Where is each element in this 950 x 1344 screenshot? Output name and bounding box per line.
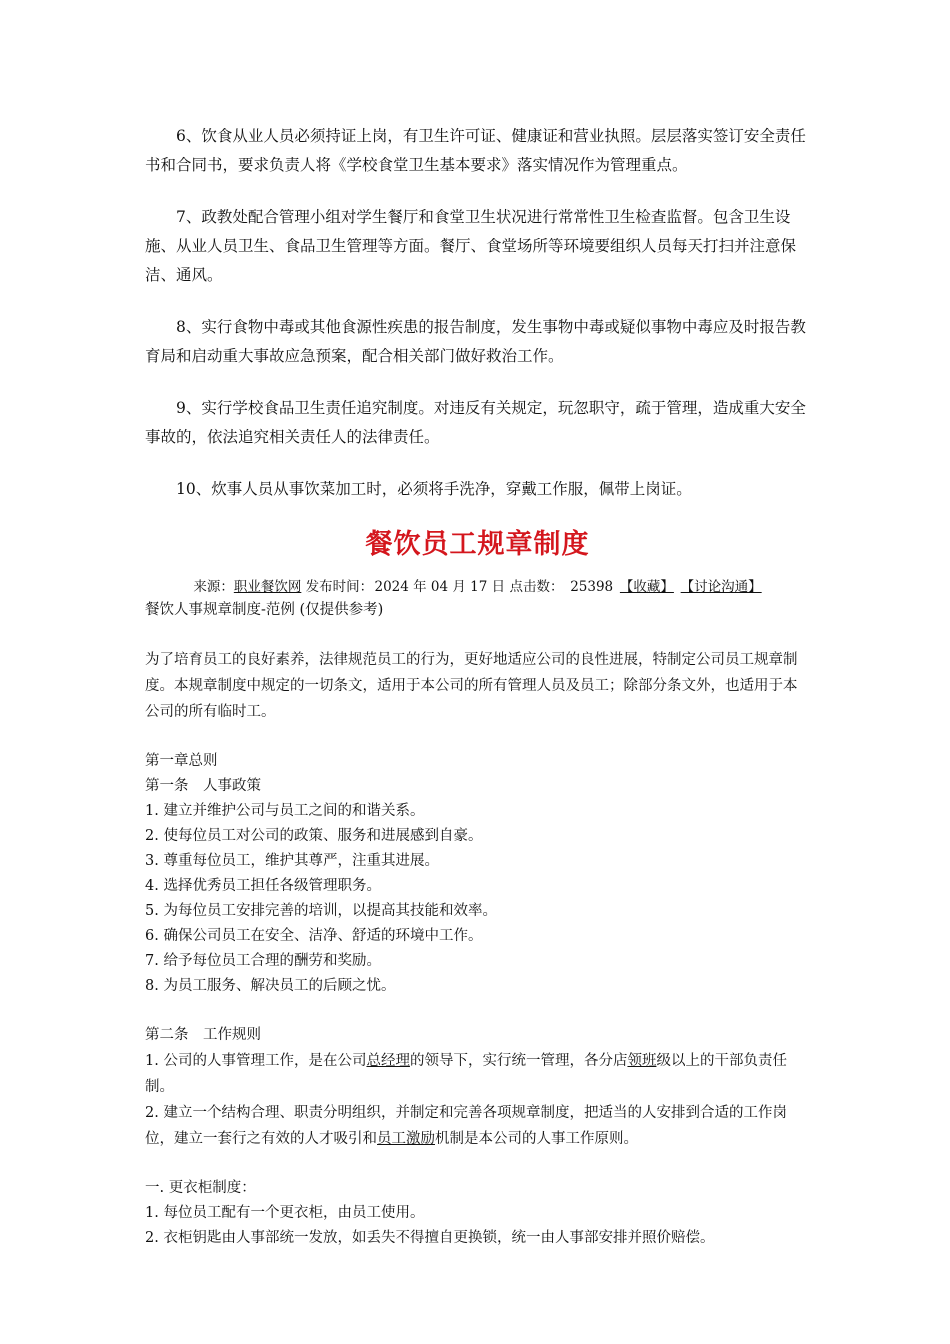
text-run: 级以上的干部负责任制。 bbox=[145, 1053, 787, 1095]
general-manager-link[interactable]: 总经理 bbox=[366, 1053, 410, 1069]
paragraph-8: 8、实行食物中毒或其他食源性疾患的报告制度，发生事物中毒或疑似事物中毒应及时报告教育局和启动重大事故应急预案，配合相关部门做好救治工作。 bbox=[145, 318, 806, 365]
article-1-item: 7. 给予每位员工合理的酬劳和奖励。 bbox=[145, 953, 381, 969]
article-1-item: 6. 确保公司员工在安全、洁净、舒适的环境中工作。 bbox=[145, 928, 483, 944]
favorite-link[interactable]: 【收藏】 bbox=[619, 579, 674, 595]
text-run: 机制是本公司的人事工作原则。 bbox=[435, 1131, 638, 1147]
article-intro: 为了培育员工的良好素养，法律规范员工的行为，更好地适应公司的良性进展，特制定公司员工规章制度。本规章制度中规定的一切条文，适用于本公司的所有管理人员及员工；除部分条文外，也适用于本公司的所有临时工。 bbox=[145, 652, 798, 720]
article-1-item: 3. 尊重每位员工，维护其尊严，注重其进展。 bbox=[145, 853, 439, 869]
paragraph-10: 10、炊事人员从事饮菜加工时，必须将手洗净，穿戴工作服，佩带上岗证。 bbox=[176, 480, 692, 498]
discuss-link[interactable]: 【讨论沟通】 bbox=[680, 579, 762, 595]
text-run: 1. 公司的人事管理工作，是在公司 bbox=[145, 1053, 367, 1069]
publish-time: 2024 年 04 月 17 日 bbox=[374, 579, 506, 595]
article-2-paragraph-1 bbox=[145, 1048, 810, 1100]
article-1-item: 8. 为员工服务、解决员工的后顾之忧。 bbox=[145, 978, 396, 994]
article-1-item: 1. 建立并维护公司与员工之间的和谐关系。 bbox=[145, 803, 425, 819]
article-1-item: 4. 选择优秀员工担任各级管理职务。 bbox=[145, 878, 381, 894]
article-2-title: 第二条 工作规则 bbox=[145, 1027, 261, 1043]
article-subtitle: 餐饮人事规章制度-范例 (仅提供参考) bbox=[145, 602, 384, 618]
paragraph-9: 9、实行学校食品卫生责任追究制度。对违反有关规定，玩忽职守，疏于管理，造成重大安全事故的，依法追究相关责任人的法律责任。 bbox=[145, 399, 806, 446]
article-1-title: 第一条 人事政策 bbox=[145, 778, 261, 794]
chapter-1-title: 第一章总则 bbox=[145, 753, 218, 769]
employee-incentive-link[interactable]: 员工激励 bbox=[377, 1131, 435, 1147]
paragraph-6: 6、饮食从业人员必须持证上岗，有卫生许可证、健康证和营业执照。层层落实签订安全责任书和合同书，要求负责人将《学校食堂卫生基本要求》落实情况作为管理重点。 bbox=[145, 127, 806, 174]
source-link[interactable]: 职业餐饮网 bbox=[233, 579, 302, 595]
clicks-count: 25398 bbox=[570, 579, 614, 595]
article-2-paragraph-2 bbox=[145, 1100, 810, 1152]
document-content bbox=[145, 122, 810, 1251]
locker-item: 2. 衣柜钥匙由人事部统一发放，如丢失不得擅自更换锁，统一由人事部安排并照价赔偿。 bbox=[145, 1230, 715, 1246]
article-1-item: 2. 使每位员工对公司的政策、服务和进展感到自豪。 bbox=[145, 828, 483, 844]
paragraph-7: 7、政教处配合管理小组对学生餐厅和食堂卫生状况进行常常性卫生检查监督。包含卫生设施、从业人员卫生、食品卫生管理等方面。餐厅、食堂场所等环境要组织人员每天打扫并注意保洁、通风。 bbox=[145, 208, 797, 284]
locker-item: 1. 每位员工配有一个更衣柜，由员工使用。 bbox=[145, 1205, 425, 1221]
source-label: 来源： bbox=[193, 579, 234, 595]
foreman-link[interactable]: 领班 bbox=[627, 1053, 657, 1069]
text-run: 的领导下，实行统一管理，各分店 bbox=[409, 1053, 628, 1069]
publish-label: 发布时间： bbox=[301, 579, 374, 595]
clicks-label: 点击数： bbox=[505, 579, 564, 595]
article-title: 餐饮员工规章制度 bbox=[365, 529, 590, 560]
locker-title: 一. 更衣柜制度： bbox=[145, 1180, 256, 1196]
text-run: 2. 建立一个结构合理、职责分明组织，并制定和完善各项规章制度，把适当的人安排到合适的工作岗位，建立一套行之有效的人才吸引和 bbox=[145, 1105, 787, 1147]
article-1-item: 5. 为每位员工安排完善的培训，以提高其技能和效率。 bbox=[145, 903, 497, 919]
article-meta bbox=[145, 576, 810, 598]
